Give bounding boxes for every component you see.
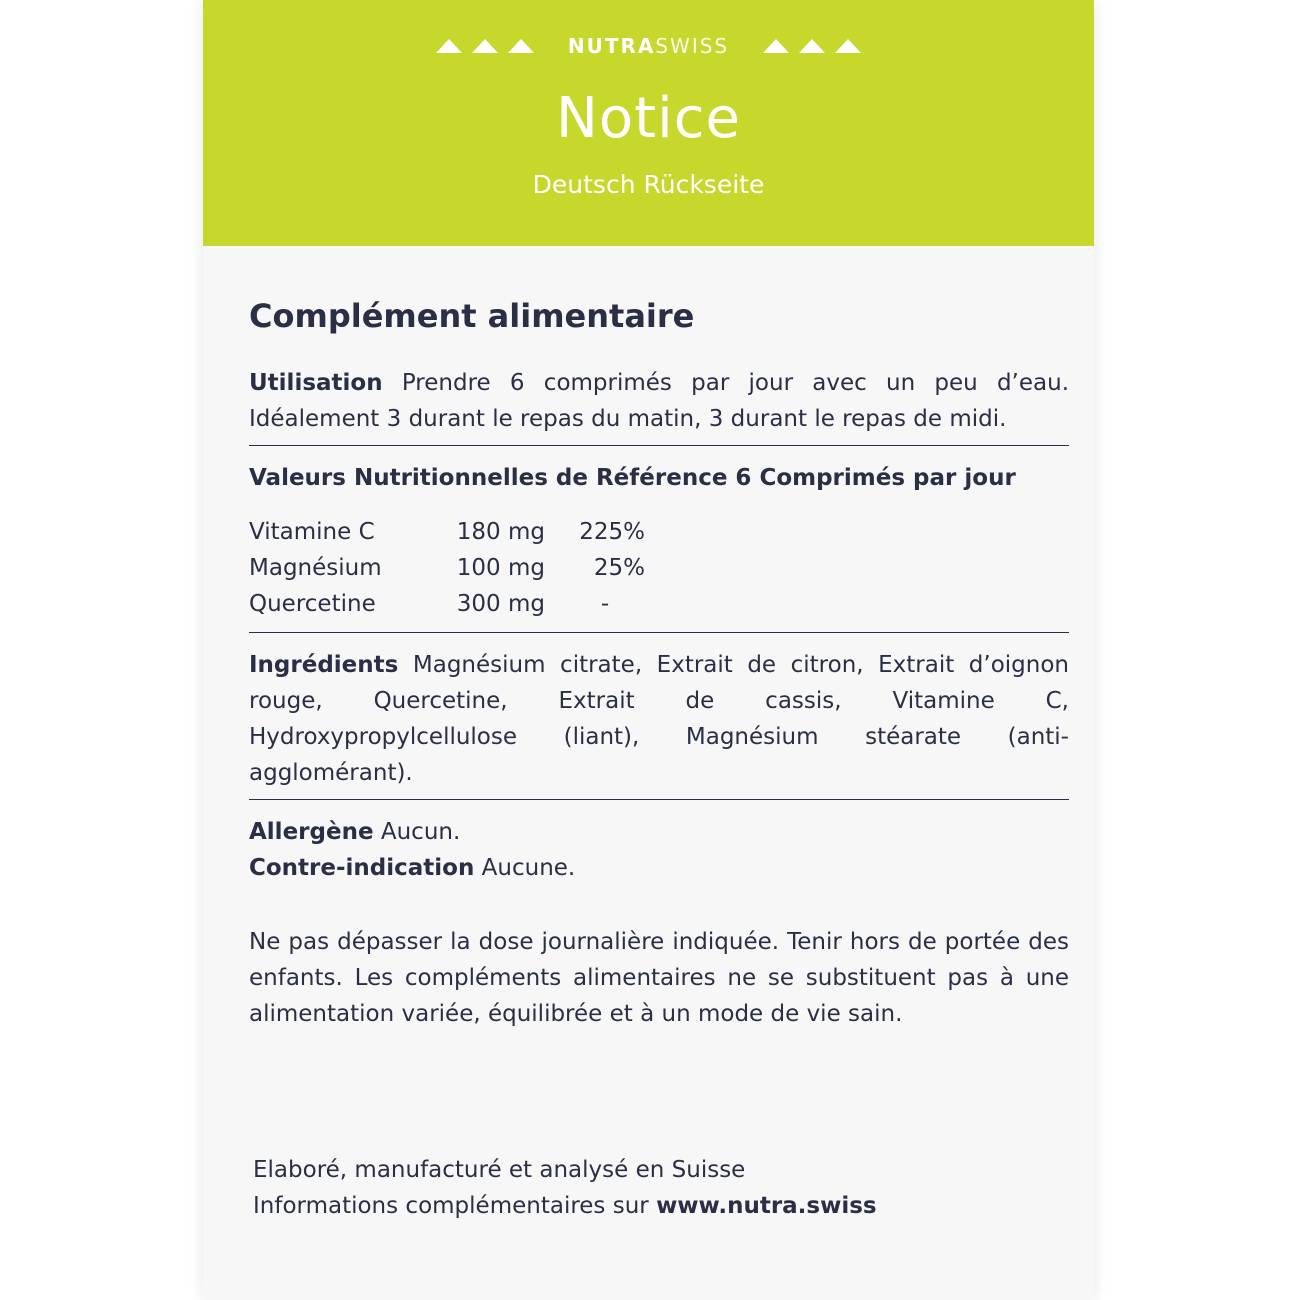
nutrient-name: Magnésium: [249, 555, 382, 581]
usage-text: Prendre 6 comprimés par jour avec un peu d’eau. Idéalement 3 durant le repas du matin, 3 durant le repas de midi.: [249, 370, 1070, 432]
brand-light: SWISS: [655, 34, 730, 58]
ingredients-paragraph: [249, 647, 1069, 791]
usage-label: Utilisation: [249, 370, 383, 396]
divider: [249, 632, 1069, 633]
brand-bold: NUTRA: [567, 34, 656, 58]
contraindication-label: Contre-indication: [249, 855, 475, 881]
header-band: [203, 0, 1094, 246]
nutrition-table: [249, 514, 645, 622]
brand-row: [203, 34, 1094, 58]
footer-info-text: Informations complémentaires sur: [253, 1193, 649, 1219]
nutrient-amount: 100 mg: [456, 555, 545, 581]
nutrient-percent: -: [600, 591, 610, 617]
allergen-line: [249, 814, 1069, 850]
main-content: [249, 295, 1069, 1032]
page-title: Notice: [556, 86, 741, 151]
warning-paragraph: Ne pas dépasser la dose journalière indiquée. Tenir hors de portée des enfants. Les compléments alimentaires ne se substituent pas à une alimentation variée, équilibrée et à un mode de vie sain.: [249, 929, 1069, 1027]
table-row: [249, 586, 645, 622]
website-link[interactable]: www.nutra.swiss: [656, 1193, 877, 1219]
ingredients-text: Magnésium citrate, Extrait de citron, Extrait d’oignon rouge, Quercetine, Extrait de cassis, Vitamine C, Hydroxypropylcellulose (liant), Magnésium stéarate (anti-agglomérant).: [249, 652, 1069, 786]
divider: [249, 445, 1069, 446]
footer: [253, 1152, 877, 1224]
nutrient-percent: 25%: [593, 555, 645, 581]
table-row: [249, 514, 645, 550]
page-subtitle: Deutsch Rückseite: [532, 170, 765, 199]
nutrient-amount: 300 mg: [456, 591, 545, 617]
brand-logo: [568, 34, 729, 58]
footer-info: [253, 1188, 877, 1224]
nutrient-percent: 225%: [579, 519, 645, 545]
footer-origin: Elaboré, manufacturé et analysé en Suisse: [253, 1157, 746, 1183]
contraindication-text: Aucune.: [481, 855, 576, 881]
allergen-label: Allergène: [249, 819, 374, 845]
right-triangles-icon: [763, 39, 861, 53]
nutrition-heading: Valeurs Nutritionnelles de Référence 6 Comprimés par jour: [249, 465, 1016, 491]
section-heading: Complément alimentaire: [249, 297, 695, 335]
nutrient-name: Vitamine C: [249, 519, 375, 545]
allergen-text: Aucun.: [380, 819, 461, 845]
divider: [249, 799, 1069, 800]
nutrient-name: Quercetine: [249, 591, 376, 617]
ingredients-label: Ingrédients: [249, 652, 399, 678]
usage-paragraph: [249, 365, 1069, 437]
nutrient-amount: 180 mg: [456, 519, 545, 545]
leaflet-card: [203, 0, 1094, 1300]
contraindication-line: [249, 850, 1069, 886]
table-row: [249, 550, 645, 586]
left-triangles-icon: [436, 39, 534, 53]
